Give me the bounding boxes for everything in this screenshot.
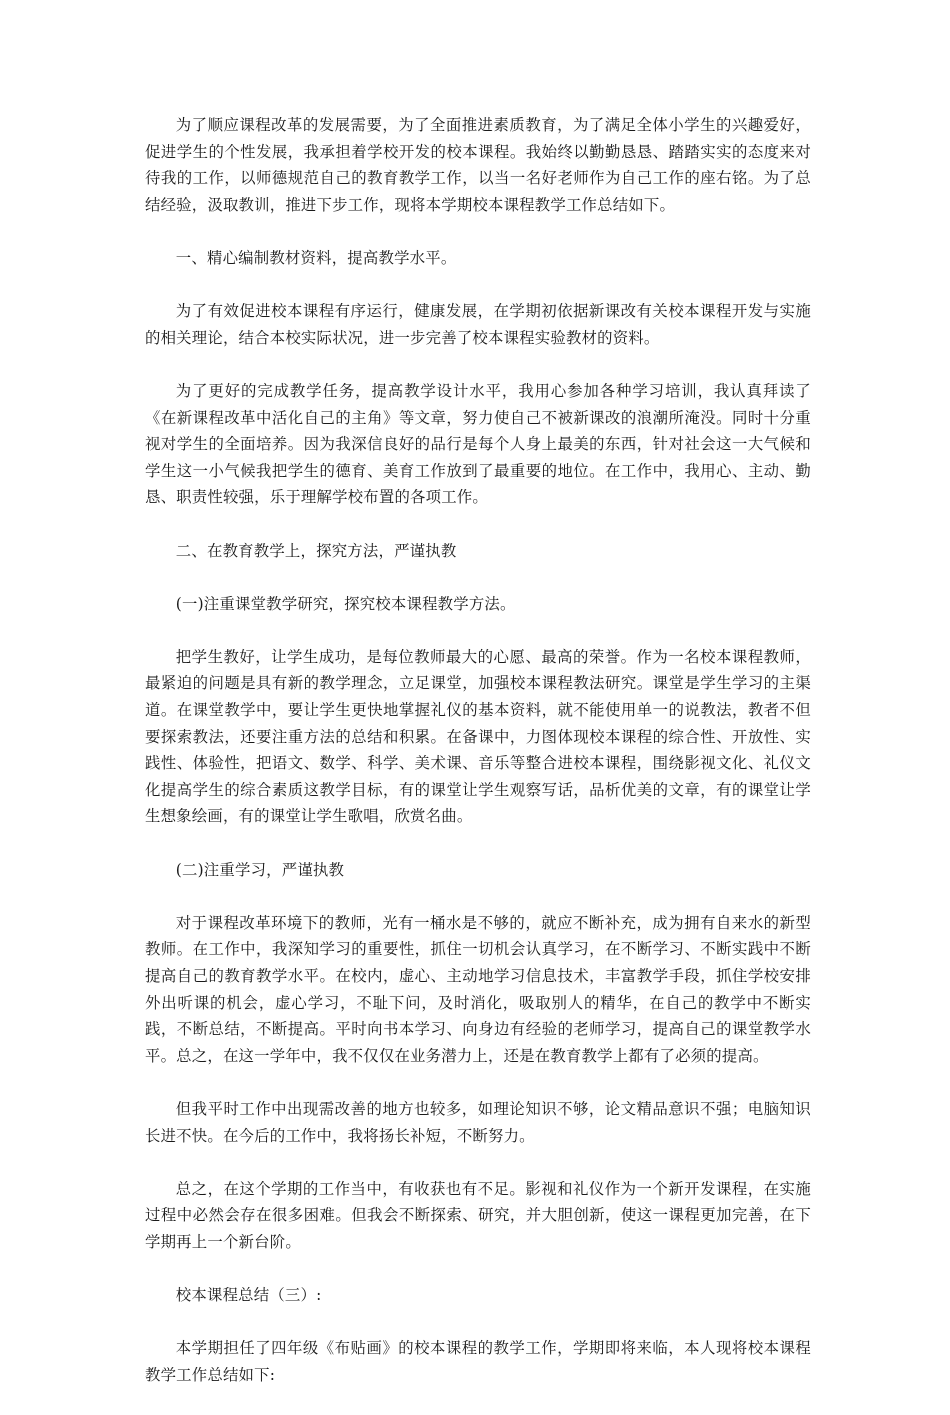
- summary-title: 校本课程总结（三）:: [175, 1286, 322, 1305]
- subsection-heading-1: (一)注重课堂教学研究，探究校本课程教学方法。: [175, 594, 516, 613]
- intro-paragraph: 为了顺应课程改革的发展需要，为了全面推进素质教育，为了满足全体小学生的兴趣爱好，促进学生的个性发展，我承担着学校开发的校本课程。我始终以勤勤恳恳、踏踏实实的态度来对待我的工作，以师德规范自己的教育教学工作，以当一名好老师作为自己工作的座右铭。为了总结经验，汲取教训，推进下步工作，现将本学期校本课程教学工作总结如下。: [145, 116, 811, 214]
- section-heading-2: 二、在教育教学上，探究方法，严谨执教: [175, 541, 457, 560]
- section-heading-1: 一、精心编制教材资料，提高教学水平。: [175, 248, 457, 267]
- body-paragraph: 把学生教好，让学生成功，是每位教师最大的心愿、最高的荣誉。作为一名校本课程教师，最紧迫的问题是具有新的教学理念，立足课堂，加强校本课程教法研究。课堂是学生学习的主渠道。在课堂教学中，要让学生更快地掌握礼仪的基本资料，就不能使用单一的说教法，教者不但要探索教法，还要注重方法的总结和积累。在备课中，力图体现校本课程的综合性、开放性、实践性、体验性，把语文、数学、科学、美术课、音乐等整合进校本课程，围绕影视文化、礼仪文化提高学生的综合素质这教学目标，有的课堂让学生观察写话，品析优美的文章，有的课堂让学生想象绘画，有的课堂让学生歌唱，欣赏名曲。: [145, 647, 811, 826]
- body-paragraph: 为了有效促进校本课程有序运行，健康发展，在学期初依据新课改有关校本课程开发与实施的相关理论，结合本校实际状况，进一步完善了校本课程实验教材的资料。: [145, 302, 811, 347]
- body-paragraph: 为了更好的完成教学任务，提高教学设计水平，我用心参加各种学习培训，我认真拜读了《在新课程改革中活化自己的主角》等文章，努力使自己不被新课改的浪潮所淹没。同时十分重视对学生的全面培养。因为我深信良好的品行是每个人身上最美的东西，针对社会这一大气候和学生这一小气候我把学生的德育、美育工作放到了最重要的地位。在工作中，我用心、主动、勤恳、职责性较强，乐于理解学校布置的各项工作。: [145, 381, 811, 507]
- conclusion-paragraph: 总之，在这个学期的工作当中，有收获也有不足。影视和礼仪作为一个新开发课程，在实施过程中必然会存在很多困难。但我会不断探索、研究，并大胆创新，使这一课程更加完善，在下学期再上一个新台阶。: [145, 1179, 811, 1251]
- subsection-heading-2: (二)注重学习，严谨执教: [175, 860, 345, 879]
- document-body: [145, 112, 811, 1415]
- body-paragraph: 本学期担任了四年级《布贴画》的校本课程的教学工作，学期即将来临，本人现将校本课程教学工作总结如下:: [145, 1339, 811, 1384]
- body-paragraph: 对于课程改革环境下的教师，光有一桶水是不够的，就应不断补充，成为拥有自来水的新型教师。在工作中，我深知学习的重要性，抓住一切机会认真学习，在不断学习、不断实践中不断提高自己的教育教学水平。在校内，虚心、主动地学习信息技术，丰富教学手段，抓住学校安排外出听课的机会，虚心学习，不耻下问，及时消化，吸取别人的精华，在自己的教学中不断实践，不断总结，不断提高。平时向书本学习、向身边有经验的老师学习，提高自己的课堂教学水平。总之，在这一学年中，我不仅仅在业务潜力上，还是在教育教学上都有了必须的提高。: [145, 913, 811, 1065]
- body-paragraph: 但我平时工作中出现需改善的地方也较多，如理论知识不够，论文精品意识不强；电脑知识长进不快。在今后的工作中，我将扬长补短，不断努力。: [145, 1099, 811, 1145]
